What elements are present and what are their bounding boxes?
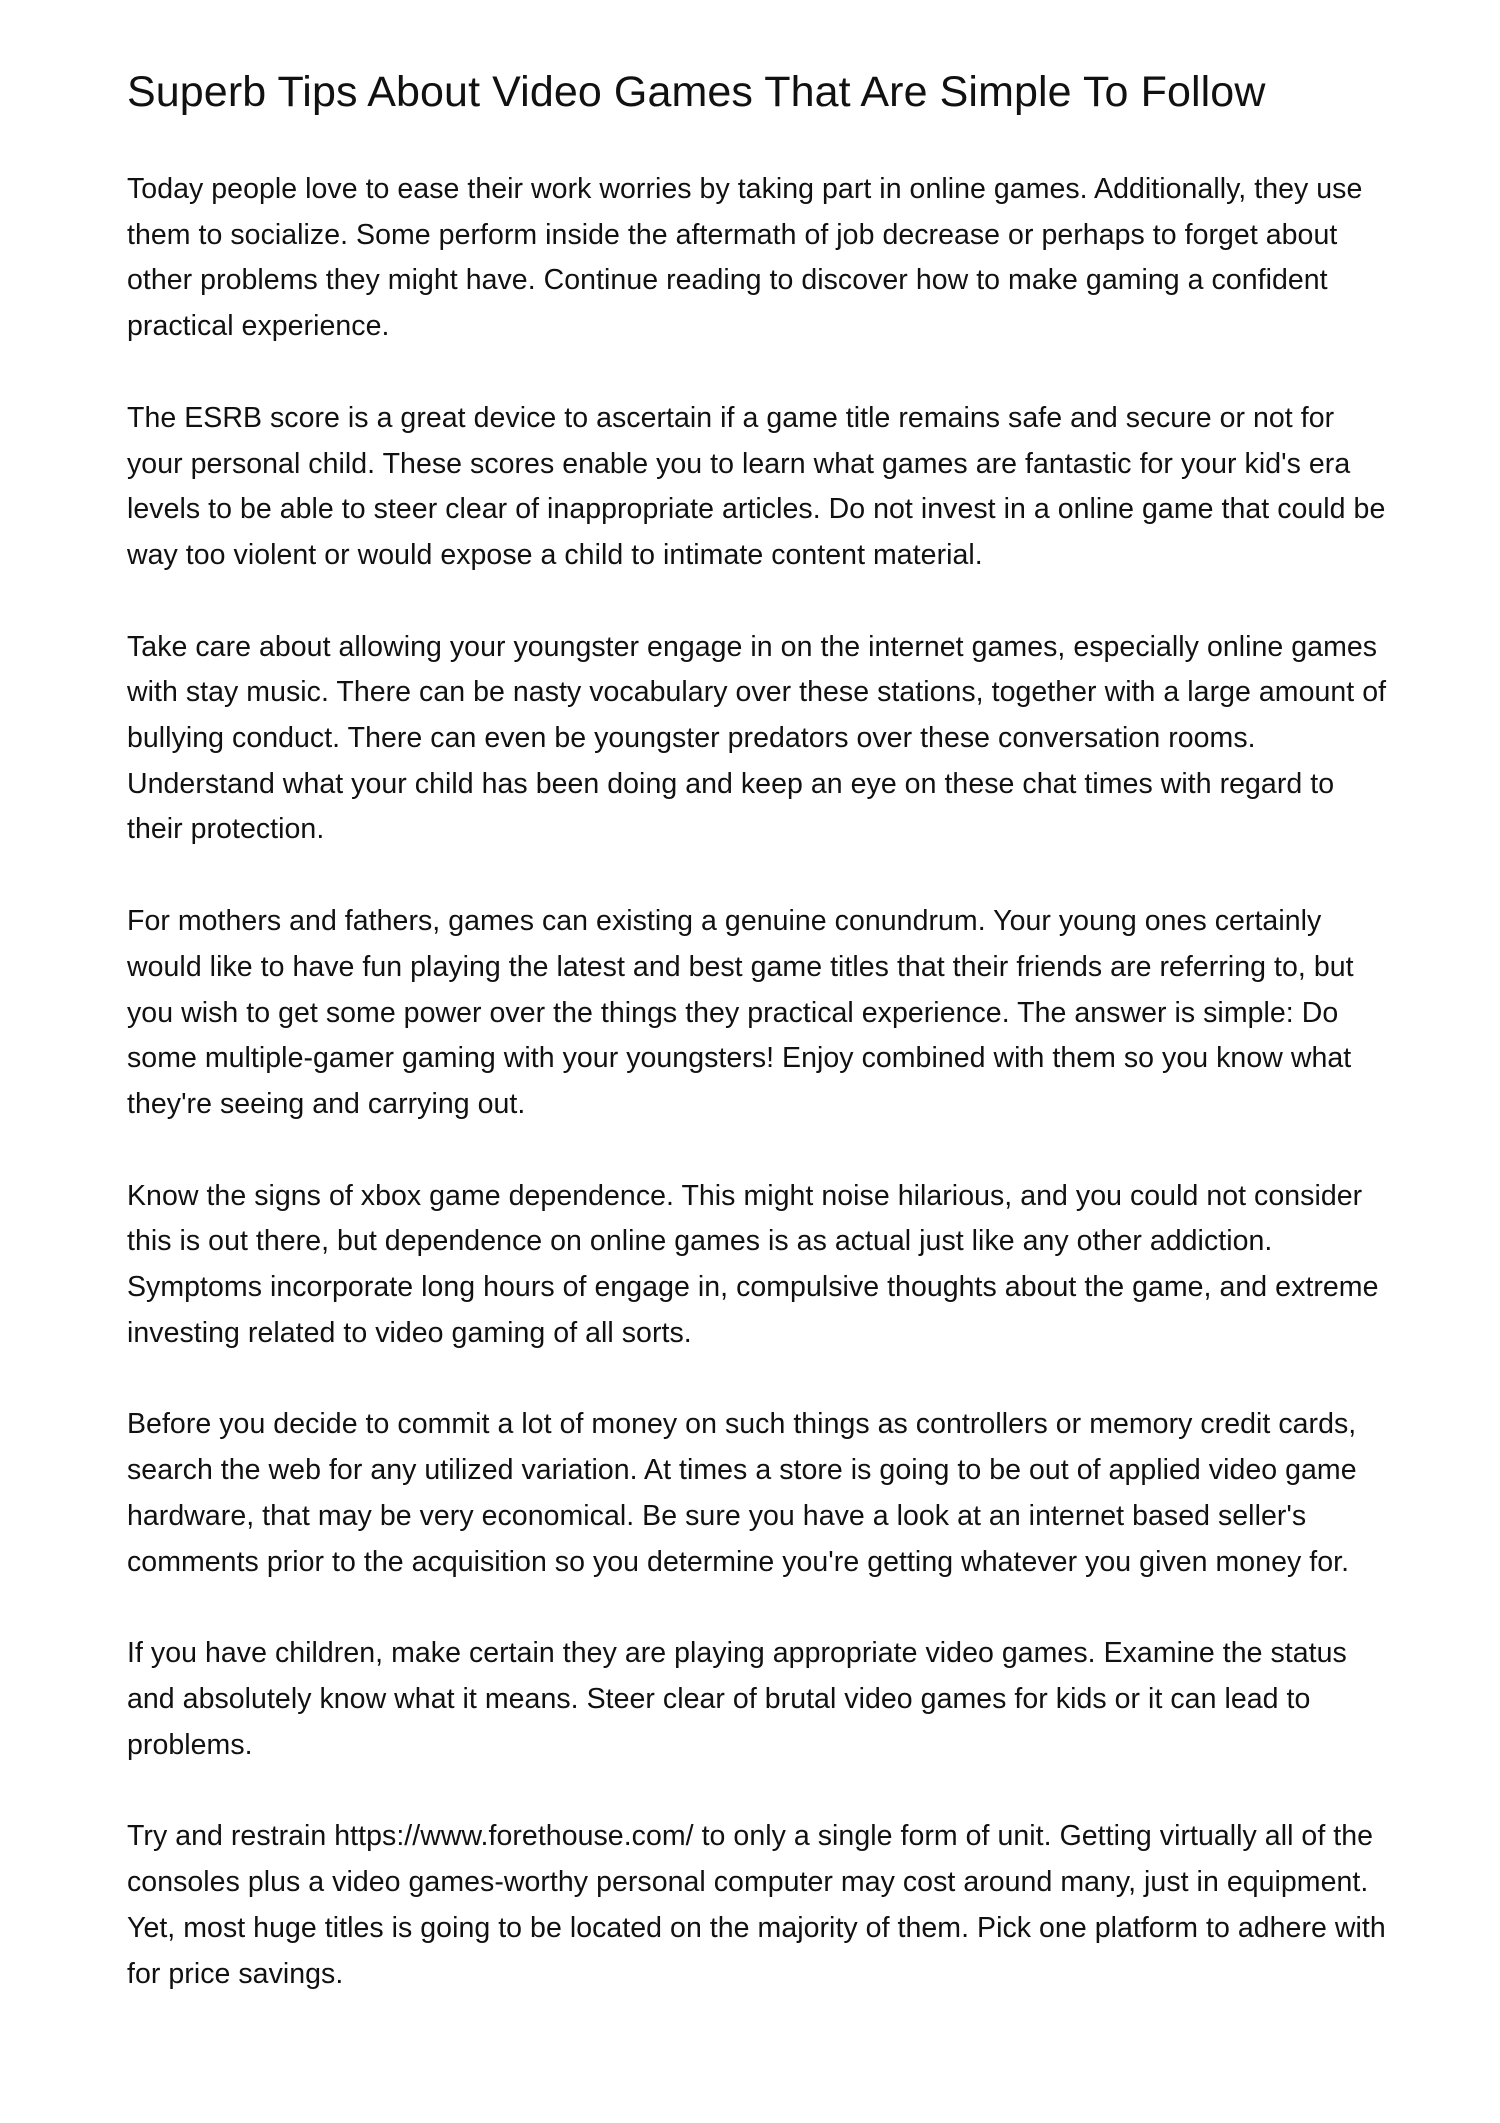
paragraph-8: Try and restrain https://www.forethouse.com/ to only a single form of unit. Getting virtually all of the consoles plus a video games-worthy personal computer may cost around many, just in equipment. Yet, most huge titles is going to be located on the majority of them. Pick one platform to adhere with for price savings. [127,1820,1386,1990]
paragraph-6: Before you decide to commit a lot of money on such things as controllers or memory credit cards, search the web for any utilized variation. At times a store is going to be out of applied video game hardware, that may be very economical. Be sure you have a look at an internet based seller's comments prior to the acquisition so you determine you're getting whatever you given money for. [127,1408,1357,1578]
paragraph-1: Today people love to ease their work worries by taking part in online games. Additionally, they use them to socialize. Some perform inside the aftermath of job decrease or perhaps to forget about other problems they might have. Continue reading to discover how to make gaming a confident practical experience. [127,173,1363,343]
paragraph-7: If you have children, make certain they are playing appropriate video games. Examine the status and absolutely know what it means. Steer clear of brutal video games for kids or it can lead to problems. [127,1637,1347,1761]
paragraph-3: Take care about allowing your youngster engage in on the internet games, especially online games with stay music. There can be nasty vocabulary over these stations, together with a large amount of bullying conduct. There can even be youngster predators over these conversation rooms. Understand what your child has been doing and keep an eye on these chat times with regard to their protection. [127,630,1387,846]
page-title: Superb Tips About Video Games That Are Simple To Follow [127,68,1266,116]
paragraph-4: For mothers and fathers, games can existing a genuine conundrum. Your young ones certainly would like to have fun playing the latest and best game titles that their friends are referring to, but you wish to get some power over the things they practical experience. The answer is simple: Do some multiple-gamer gaming with your youngsters! Enjoy combined with them so you know what they're seeing and carrying out. [127,905,1354,1120]
document-page [127,62,1387,2043]
paragraph-2: The ESRB score is a great device to ascertain if a game title remains safe and secure or not for your personal child. These scores enable you to learn what games are fantastic for your kid's era levels to be able to steer clear of inappropriate articles. Do not invest in a online game that could be way too violent or would expose a child to intimate content material. [127,401,1386,571]
paragraph-5: Know the signs of xbox game dependence. This might noise hilarious, and you could not consider this is out there, but dependence on online games is as actual just like any other addiction. Symptoms incorporate long hours of engage in, compulsive thoughts about the game, and extreme investing related to video gaming of all sorts. [127,1179,1379,1349]
